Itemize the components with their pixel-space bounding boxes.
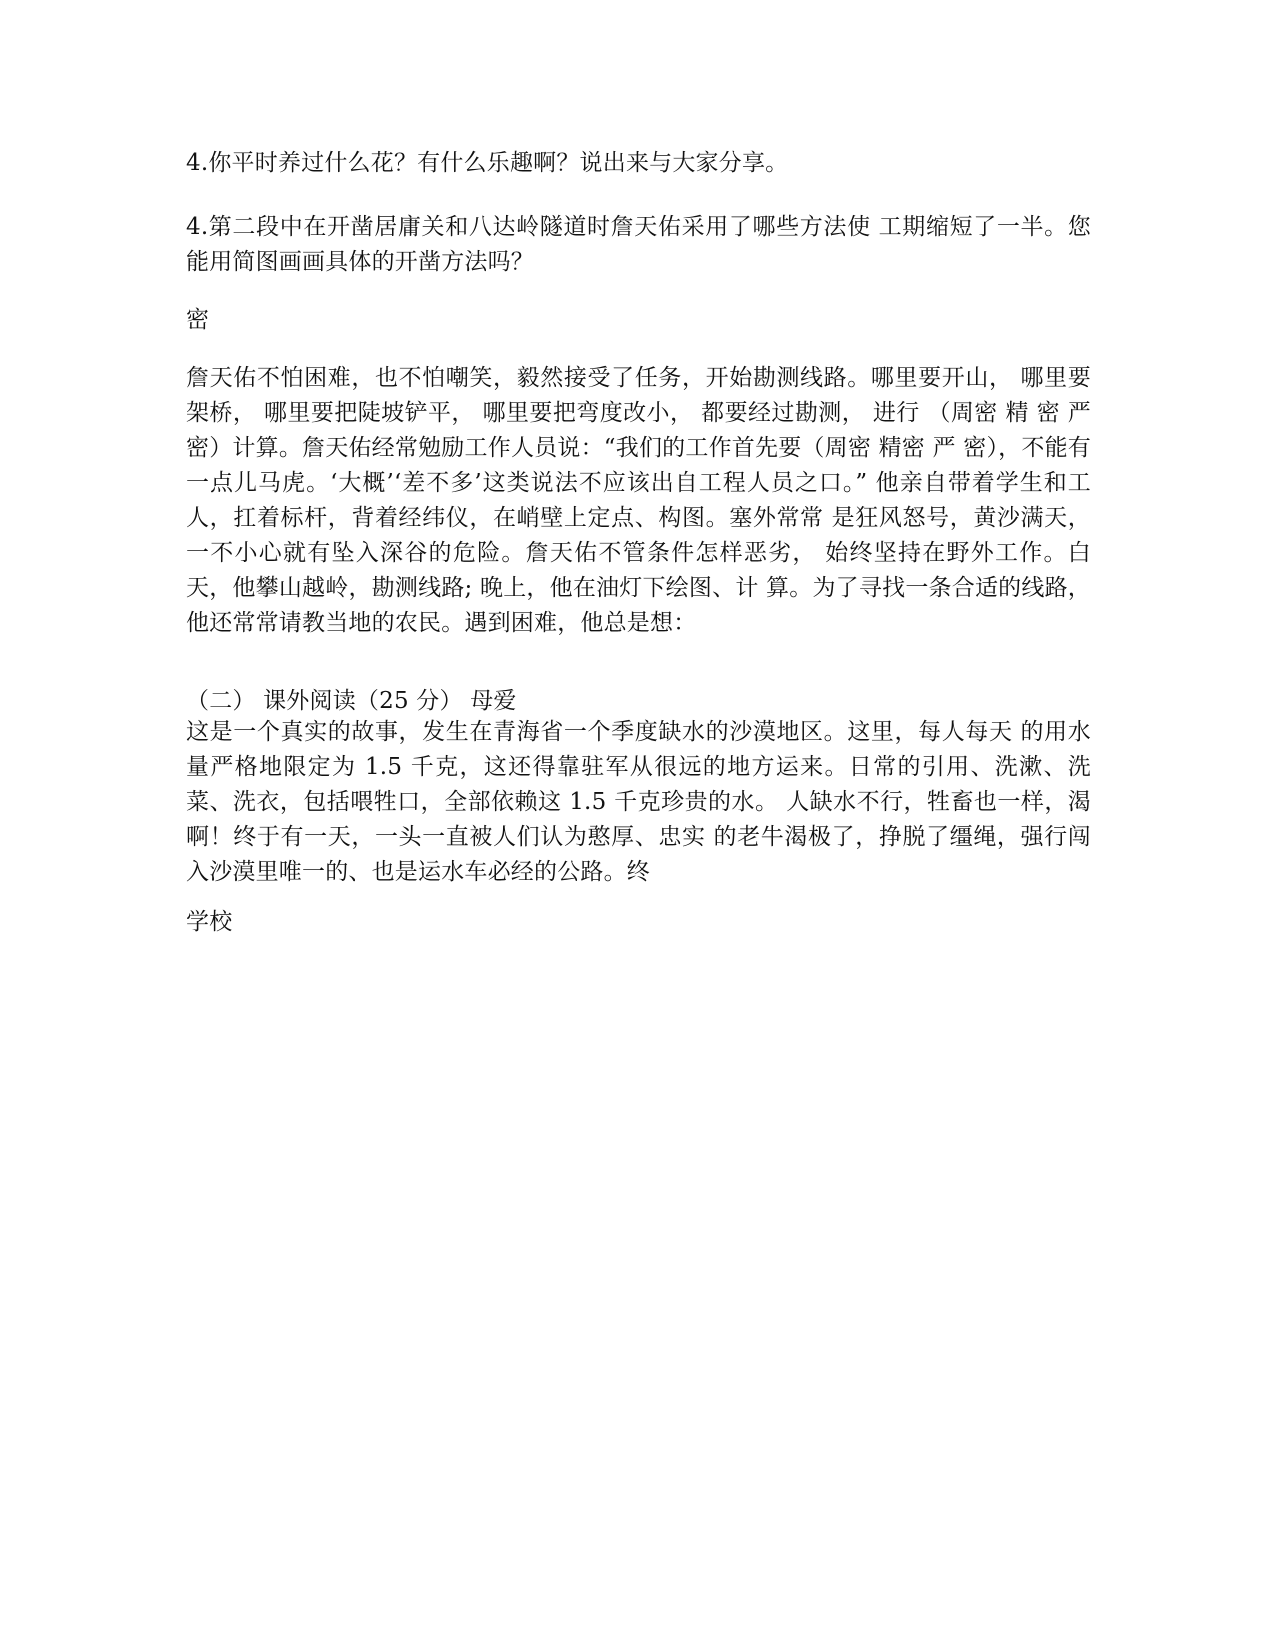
reading-passage-zhan-tianyou: 詹天佑不怕困难，也不怕嘲笑，毅然接受了任务，开始勘测线路。哪里要开山， 哪里要架桥， 哪里要把陡坡铲平， 哪里要把弯度改小， 都要经过勘测， 进行 （周密 精 密 严密）计算。詹天佑经常勉励工作人员说：“我们的工作首先要（周密 精密 严 密），不能有一点儿马虎。‘大概’‘差不多’这类说法不应该出自工程人员之口。” 他亲自带着学生和工人，扛着标杆，背着经纬仪，在峭壁上定点、构图。塞外常常 是狂风怒号，黄沙满天，一不小心就有坠入深谷的危险。詹天佑不管条件怎样恶劣， 始终坚持在野外工作。白天，他攀山越岭，勘测线路; 晚上，他在油灯下绘图、计 算。为了寻找一条合适的线路，他还常常请教当地的农民。遇到困难，他总是想：	[186, 365, 1091, 636]
question-4-tunnel-methods: 4.第二段中在开凿居庸关和八达岭隧道时詹天佑采用了哪些方法使 工期缩短了一半。您能用简图画画具体的开凿方法吗？	[186, 214, 1091, 275]
section-heading-extracurricular-reading: （二） 课外阅读（25 分） 母爱	[186, 688, 517, 714]
seal-line-char: 密	[186, 307, 210, 333]
school-label: 学校	[186, 909, 233, 935]
reading-passage-mother-love: 这是一个真实的故事，发生在青海省一个季度缺水的沙漠地区。这里，每人每天 的用水量严格地限定为 1.5 千克，这还得靠驻军从很远的地方运来。日常的引用、洗漱、洗菜、洗衣，包括喂牲口，全部依赖这 1.5 千克珍贵的水。 人缺水不行，牲畜也一样，渴啊！终于有一天，一头一直被人们认为憨厚、忠实 的老牛渴极了，挣脱了缰绳，强行闯入沙漠里唯一的、也是运水车必经的公路。终	[186, 719, 1091, 885]
question-4-flowers: 4.你平时养过什么花？有什么乐趣啊？说出来与大家分享。	[186, 150, 789, 176]
